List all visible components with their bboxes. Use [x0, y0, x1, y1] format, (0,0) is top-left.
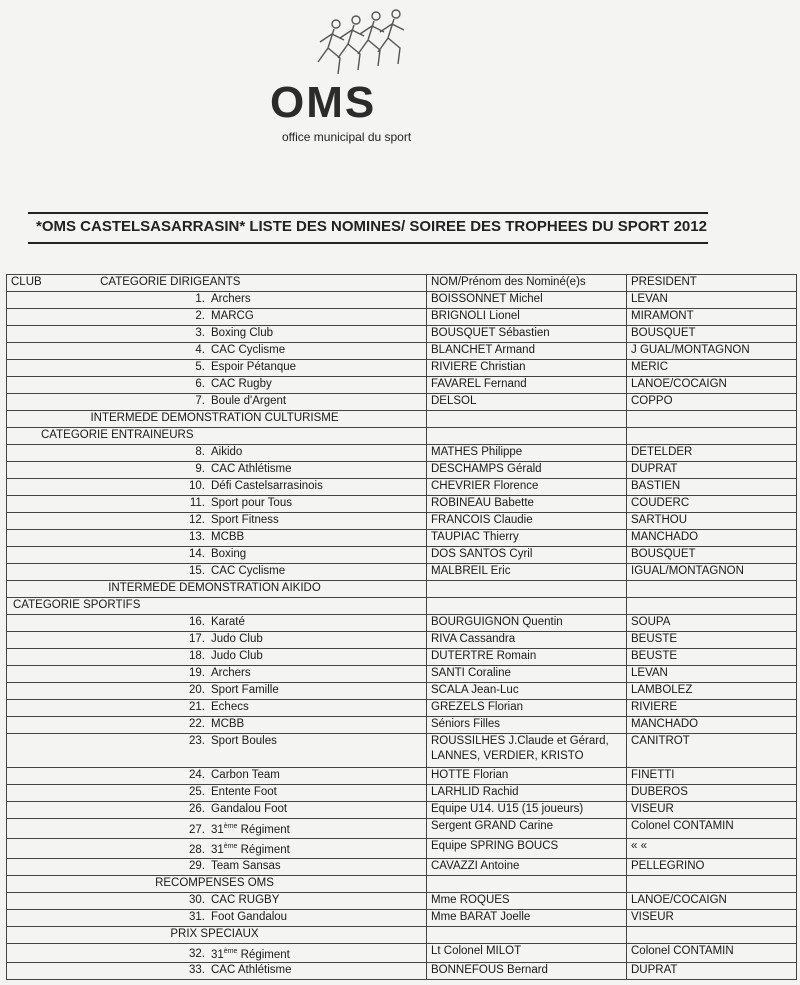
nominee-name: HOTTE Florian — [427, 768, 627, 785]
section-row — [7, 411, 797, 428]
club-cell — [7, 462, 427, 479]
table-row — [7, 683, 797, 700]
table-row — [7, 394, 797, 411]
section-row — [7, 581, 797, 598]
president-name: LANOE/COCAIGN — [627, 377, 797, 394]
nominee-name: Séniors Filles — [427, 717, 627, 734]
club-name: Boxing — [211, 548, 247, 560]
club-label: Régiment — [240, 948, 290, 961]
club-cell — [7, 909, 427, 926]
president-name: FINETTI — [627, 768, 797, 785]
club-cell — [7, 858, 427, 875]
club-cell — [7, 496, 427, 513]
oms-logo — [270, 8, 470, 144]
club-name — [211, 819, 290, 838]
club-cell — [7, 513, 427, 530]
club-cell — [7, 326, 427, 343]
nominee-name: DESCHAMPS Gérald — [427, 462, 627, 479]
president-name: IGUAL/MONTAGNON — [627, 564, 797, 581]
president-name: MERIC — [627, 360, 797, 377]
table-row — [7, 360, 797, 377]
club-name: Sport pour Tous — [211, 497, 292, 509]
president-name: BOUSQUET — [627, 326, 797, 343]
entry-number: 19. — [189, 667, 205, 679]
table-row — [7, 858, 797, 875]
club-cell — [7, 666, 427, 683]
president-name: DUPRAT — [627, 462, 797, 479]
club-name: Boxing Club — [211, 327, 274, 339]
entry-number: 21. — [189, 701, 205, 713]
entry-number: 12. — [189, 514, 205, 526]
club-ordinal-suffix: ème — [223, 823, 238, 830]
table-row — [7, 530, 797, 547]
entry-number: 16. — [189, 616, 205, 628]
club-name: Défi Castelsarrasinois — [211, 480, 323, 492]
section-label: INTERMEDE DEMONSTRATION AIKIDO — [7, 581, 427, 598]
nominee-name: SCALA Jean-Luc — [427, 683, 627, 700]
entry-number: 31. — [189, 910, 205, 923]
entry-number: 10. — [189, 480, 205, 492]
entry-number: 25. — [189, 786, 205, 798]
nominee-name: GREZELS Florian — [427, 700, 627, 717]
section-empty-name — [427, 581, 627, 598]
president-name: PELLEGRINO — [627, 858, 797, 875]
table-row — [7, 734, 797, 768]
entry-number: 18. — [189, 650, 205, 662]
nominee-name: BONNEFOUS Bernard — [427, 963, 627, 980]
logo-wordmark: OMS — [270, 78, 377, 127]
president-name: VISEUR — [627, 802, 797, 819]
president-name: BEUSTE — [627, 649, 797, 666]
nominee-name: Mme ROQUES — [427, 892, 627, 909]
entry-number: 32. — [189, 948, 205, 961]
nominee-name: DOS SANTOS Cyril — [427, 547, 627, 564]
nominee-name: TAUPIAC Thierry — [427, 530, 627, 547]
nominees-table — [6, 274, 797, 980]
section-empty-name — [427, 428, 627, 445]
club-cell — [7, 309, 427, 326]
table-row — [7, 785, 797, 802]
club-cell — [7, 838, 427, 858]
nominee-name: BLANCHET Armand — [427, 343, 627, 360]
section-row — [7, 428, 797, 445]
club-cell — [7, 530, 427, 547]
section-row — [7, 875, 797, 892]
club-cell — [7, 785, 427, 802]
nominee-name: RIVA Cassandra — [427, 632, 627, 649]
nominee-name: Mme BARAT Joelle — [427, 909, 627, 926]
club-name: Sport Boules — [211, 735, 277, 747]
section-empty-name — [427, 875, 627, 892]
entry-number: 2. — [195, 310, 205, 322]
entry-number: 8. — [195, 446, 205, 458]
nominee-name: DELSOL — [427, 394, 627, 411]
entry-number: 27. — [189, 823, 205, 836]
section-empty-name — [427, 598, 627, 615]
section-label: CATEGORIE ENTRAINEURS — [7, 428, 427, 445]
section-empty-president — [627, 428, 797, 445]
club-name: CAC Athlétisme — [211, 463, 292, 475]
table-row — [7, 615, 797, 632]
entry-number: 17. — [189, 633, 205, 645]
table-row — [7, 768, 797, 785]
table-row — [7, 819, 797, 839]
president-name: LEVAN — [627, 292, 797, 309]
club-name: CAC RUGBY — [211, 893, 280, 906]
section-label: PRIX SPECIAUX — [7, 926, 427, 943]
club-cell — [7, 892, 427, 909]
club-cell — [7, 394, 427, 411]
nominee-name: BOUSQUET Sébastien — [427, 326, 627, 343]
nominee-name: FAVAREL Fernand — [427, 377, 627, 394]
nominee-name: ROBINEAU Babette — [427, 496, 627, 513]
president-name: DETELDER — [627, 445, 797, 462]
logo-subtitle: office municipal du sport — [282, 130, 412, 144]
club-cell — [7, 819, 427, 839]
table-row — [7, 309, 797, 326]
president-name: LEVAN — [627, 666, 797, 683]
president-name: J GUAL/MONTAGNON — [627, 343, 797, 360]
entry-number: 9. — [195, 463, 205, 475]
president-name: DUPRAT — [627, 963, 797, 980]
club-name: Entente Foot — [211, 786, 277, 798]
entry-number: 11. — [189, 497, 205, 509]
table-row — [7, 377, 797, 394]
club-name: Espoir Pétanque — [211, 361, 297, 373]
president-name: DUBEROS — [627, 785, 797, 802]
club-name: Gandalou Foot — [211, 803, 288, 815]
table-row — [7, 462, 797, 479]
president-name: BASTIEN — [627, 479, 797, 496]
table-row — [7, 292, 797, 309]
club-name — [211, 839, 290, 858]
table-row — [7, 343, 797, 360]
entry-number: 33. — [189, 964, 205, 977]
club-cell — [7, 683, 427, 700]
club-name: Aikido — [211, 446, 243, 458]
nominee-name: Equipe U14. U15 (15 joueurs) — [427, 802, 627, 819]
section-row — [7, 926, 797, 943]
president-name: CANITROT — [627, 734, 797, 768]
club-name: MARCG — [211, 310, 254, 322]
president-name: LAMBOLEZ — [627, 683, 797, 700]
club-name: Carbon Team — [211, 769, 280, 781]
entry-number: 20. — [189, 684, 205, 696]
club-cell — [7, 717, 427, 734]
president-name: Colonel CONTAMIN — [627, 943, 797, 963]
nominee-name: BOURGUIGNON Quentin — [427, 615, 627, 632]
club-name: CAC Athlétisme — [211, 964, 292, 977]
nominee-name: ROUSSILHES J.Claude et Gérard, LANNES, VERDIER, KRISTO — [427, 734, 627, 768]
club-ordinal-suffix: ème — [223, 947, 238, 955]
club-name: MCBB — [211, 531, 245, 543]
entry-number: 22. — [189, 718, 205, 730]
club-name: Archers — [211, 667, 251, 679]
header-president: PRESIDENT — [627, 275, 797, 292]
table-row — [7, 963, 797, 980]
entry-number: 4. — [195, 344, 205, 356]
entry-number: 3. — [195, 327, 205, 339]
nominee-name: MATHES Philippe — [427, 445, 627, 462]
president-name: MANCHADO — [627, 530, 797, 547]
club-cell — [7, 547, 427, 564]
club-name: Boule d'Argent — [211, 395, 287, 407]
nominee-name: DUTERTRE Romain — [427, 649, 627, 666]
club-name: Team Sansas — [211, 859, 281, 872]
entry-number: 13. — [189, 531, 205, 543]
club-label: Régiment — [240, 843, 290, 856]
table-row — [7, 892, 797, 909]
entry-number: 14. — [189, 548, 205, 560]
header-club-category — [7, 275, 427, 292]
entry-number: 24. — [189, 769, 205, 781]
nominee-name: BRIGNOLI Lionel — [427, 309, 627, 326]
section-empty-president — [627, 926, 797, 943]
table-row — [7, 802, 797, 819]
entry-number: 23. — [189, 735, 205, 747]
table-row — [7, 666, 797, 683]
club-name: CAC Cyclisme — [211, 565, 286, 577]
nominee-name: BOISSONNET Michel — [427, 292, 627, 309]
president-name: BOUSQUET — [627, 547, 797, 564]
club-cell — [7, 292, 427, 309]
club-name: Judo Club — [211, 650, 263, 662]
table-row — [7, 717, 797, 734]
president-name: « « — [627, 838, 797, 858]
entry-number: 6. — [195, 378, 205, 390]
club-cell — [7, 360, 427, 377]
table-row — [7, 909, 797, 926]
entry-number: 28. — [189, 843, 205, 856]
president-name: LANOE/COCAIGN — [627, 892, 797, 909]
club-cell — [7, 564, 427, 581]
table-row — [7, 547, 797, 564]
section-empty-name — [427, 411, 627, 428]
club-name — [211, 944, 290, 963]
president-name: MIRAMONT — [627, 309, 797, 326]
president-name: COPPO — [627, 394, 797, 411]
club-name: Karaté — [211, 616, 245, 628]
club-name: Sport Famille — [211, 684, 279, 696]
table-row — [7, 513, 797, 530]
club-name: Archers — [211, 293, 251, 305]
table-row — [7, 838, 797, 858]
table-row — [7, 496, 797, 513]
club-cell — [7, 445, 427, 462]
entry-number: 7. — [195, 395, 205, 407]
section-empty-president — [627, 411, 797, 428]
nominee-name: Equipe SPRING BOUCS — [427, 838, 627, 858]
nominee-name: FRANCOIS Claudie — [427, 513, 627, 530]
table-row — [7, 564, 797, 581]
club-name: Foot Gandalou — [211, 910, 288, 923]
club-cell — [7, 943, 427, 963]
section-label: INTERMEDE DEMONSTRATION CULTURISME — [7, 411, 427, 428]
document-title: *OMS CASTELSASARRASIN* LISTE DES NOMINES/ SOIREE DES TROPHEES DU SPORT 2012 — [36, 218, 707, 235]
club-cell — [7, 615, 427, 632]
president-name: SARTHOU — [627, 513, 797, 530]
president-name: SOUPA — [627, 615, 797, 632]
section-empty-president — [627, 581, 797, 598]
club-name: CAC Rugby — [211, 378, 272, 390]
president-name: BEUSTE — [627, 632, 797, 649]
nominee-name: RIVIERE Christian — [427, 360, 627, 377]
club-label: Régiment — [240, 823, 290, 836]
club-cell — [7, 649, 427, 666]
club-name: CAC Cyclisme — [211, 344, 286, 356]
header-club: CLUB — [11, 276, 42, 288]
president-name: COUDERC — [627, 496, 797, 513]
entry-number: 30. — [189, 893, 205, 906]
president-name: Colonel CONTAMIN — [627, 819, 797, 839]
section-label: CATEGORIE SPORTIFS — [7, 598, 427, 615]
entry-number: 5. — [195, 361, 205, 373]
table-row — [7, 632, 797, 649]
nominee-name: SANTI Coraline — [427, 666, 627, 683]
title-rule-bottom — [28, 242, 708, 244]
entry-number: 1. — [195, 293, 205, 305]
club-ordinal: 31 — [211, 843, 224, 856]
entry-number: 26. — [189, 803, 205, 815]
table-row — [7, 326, 797, 343]
nominee-name: LARHLID Rachid — [427, 785, 627, 802]
runners-icon — [304, 8, 424, 88]
entry-number: 29. — [189, 859, 205, 872]
nominee-name: MALBREIL Eric — [427, 564, 627, 581]
club-cell — [7, 802, 427, 819]
section-empty-name — [427, 926, 627, 943]
nominee-name: Sergent GRAND Carine — [427, 819, 627, 839]
club-cell — [7, 479, 427, 496]
table-row — [7, 700, 797, 717]
nominee-name: CHEVRIER Florence — [427, 479, 627, 496]
table-row — [7, 649, 797, 666]
section-empty-president — [627, 875, 797, 892]
table-row — [7, 479, 797, 496]
table-row — [7, 445, 797, 462]
club-cell — [7, 734, 427, 768]
section-empty-president — [627, 598, 797, 615]
club-name: MCBB — [211, 718, 245, 730]
title-rule-top — [28, 212, 708, 214]
club-cell — [7, 700, 427, 717]
header-name: NOM/Prénom des Nominé(e)s — [427, 275, 627, 292]
table-header-row — [7, 275, 797, 292]
club-ordinal: 31 — [211, 948, 224, 961]
club-cell — [7, 377, 427, 394]
club-ordinal: 31 — [211, 823, 224, 836]
nominee-name: Lt Colonel MILOT — [427, 943, 627, 963]
club-cell — [7, 343, 427, 360]
club-ordinal-suffix: ème — [223, 842, 238, 850]
club-name: Judo Club — [211, 633, 263, 645]
entry-number: 15. — [189, 565, 205, 577]
club-cell — [7, 768, 427, 785]
section-row — [7, 598, 797, 615]
section-label: RECOMPENSES OMS — [7, 875, 427, 892]
president-name: MANCHADO — [627, 717, 797, 734]
nominee-name: CAVAZZI Antoine — [427, 858, 627, 875]
club-cell — [7, 632, 427, 649]
club-name: Echecs — [211, 701, 249, 713]
president-name: RIVIERE — [627, 700, 797, 717]
club-cell — [7, 963, 427, 980]
header-category: CATEGORIE DIRIGEANTS — [100, 276, 241, 288]
club-name: Sport Fitness — [211, 514, 279, 526]
table-row — [7, 943, 797, 963]
president-name: VISEUR — [627, 909, 797, 926]
